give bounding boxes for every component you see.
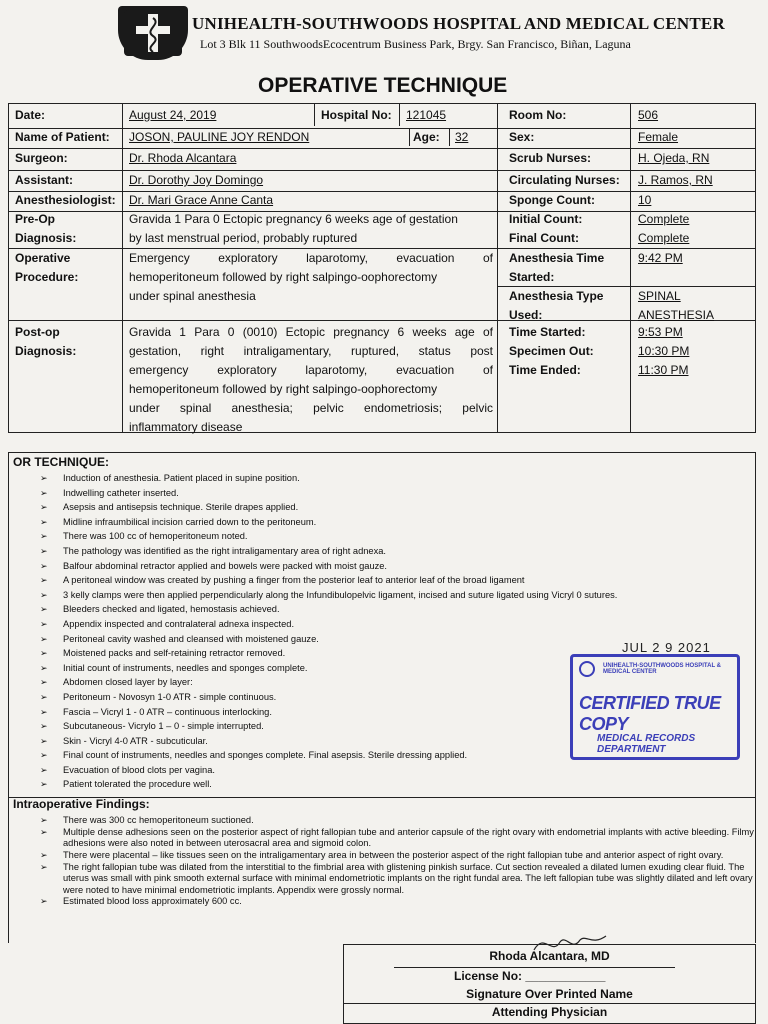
or-technique-heading: OR TECHNIQUE: [13, 455, 109, 469]
arrow-bullet-icon: ➢ [40, 896, 48, 907]
stamp-org: UNIHEALTH-SOUTHWOODS HOSPITAL & MEDICAL CENTER [603, 663, 721, 675]
sponge-count-label: Sponge Count: [509, 193, 595, 207]
technique-item: ➢ Final count of instruments, needles and sponges complete. Final asepsis. Sterile dressing applied. [40, 748, 740, 763]
room-label: Room No: [509, 108, 567, 122]
findings-item: ➢ Estimated blood loss approximately 600 cc. [40, 896, 242, 907]
specimen-out-label: Specimen Out: [509, 344, 594, 358]
initial-count-label: Initial Count: [509, 212, 583, 226]
seal-icon [579, 661, 595, 677]
circulating-nurses-label: Circulating Nurses: [509, 173, 620, 187]
surgeon-label: Surgeon: [15, 151, 68, 165]
hospital-name: UNIHEALTH-SOUTHWOODS HOSPITAL AND MEDICAL CENTER [192, 14, 725, 33]
technique-item: ➢ Evacuation of blood clots per vagina. [40, 763, 740, 778]
stamp-dept: MEDICAL RECORDS DEPARTMENT [597, 733, 696, 755]
surgeon-value: Dr. Rhoda Alcantara [129, 151, 237, 165]
technique-item: ➢ Balfour abdominal retractor applied and bowels were packed with moist gauze. [40, 559, 740, 574]
signatory-name: Rhoda Alcantara, MD [489, 949, 610, 963]
arrow-bullet-icon: ➢ [40, 531, 48, 542]
arrow-bullet-icon: ➢ [40, 589, 48, 600]
operative-procedure-label: Operative Procedure: [15, 251, 79, 284]
initial-count-value: Complete [638, 212, 690, 226]
room-value: 506 [638, 108, 659, 122]
signature-caption: Signature Over Printed Name [466, 987, 633, 1001]
anesthesiologist-label: Anesthesiologist: [15, 193, 116, 207]
anesthesia-type-value: SPINAL ANESTHESIA [638, 289, 715, 322]
findings-item: ➢ The right fallopian tube was dilated from the interstitial to the fimbrial area with glistening pinkish surface. Cut section revealed a dilated lumen exuding clear fluid. The uterus was small with pink smooth external surface with minimal endometriotic implants on the right fundal area. The left fallopian tube was slightly dilated and left ovary were noted to have minimal endometriotic implants. Appendix were grossly normal. [40, 861, 753, 895]
arrow-bullet-icon: ➢ [40, 750, 48, 761]
technique-item: ➢ Initial count of instruments, needles and sponges complete. [40, 661, 740, 676]
date-label: Date: [15, 108, 46, 122]
technique-item: ➢ Abdomen closed layer by layer: [40, 675, 740, 690]
findings-item: ➢ There were placental – like tissues seen on the intraligamentary area in between the posterior aspect of the right fallopian tube and anterior aspect of right ovary. [40, 850, 724, 860]
scrub-nurses-value: H. Ojeda, RN [638, 151, 710, 165]
technique-item: ➢ A peritoneal window was created by pushing a finger from the posterior leaf to anterior leaf of the broad ligament [40, 573, 740, 588]
time-started-label: Time Started: [509, 325, 586, 339]
assistant-value: Dr. Dorothy Joy Domingo [129, 173, 264, 187]
anesthesiologist-value: Dr. Mari Grace Anne Canta [129, 193, 274, 207]
technique-item: ➢ The pathology was identified as the right intraligamentary area of right adnexa. [40, 544, 740, 559]
arrow-bullet-icon: ➢ [40, 648, 48, 659]
technique-item: ➢ Appendix inspected and contralateral adnexa inspected. [40, 617, 740, 632]
document-title: OPERATIVE TECHNIQUE [258, 74, 508, 97]
anesthesia-time-value: 9:42 PM [638, 251, 683, 265]
technique-item: ➢ Asepsis and antisepsis technique. Sterile drapes applied. [40, 500, 740, 515]
findings-heading: Intraoperative Findings: [13, 797, 150, 811]
time-ended-value: 11:30 PM [638, 363, 689, 377]
arrow-bullet-icon: ➢ [40, 662, 48, 673]
hospital-no-label: Hospital No: [321, 108, 392, 122]
anesthesia-type-label: Anesthesia Type Used: [509, 289, 604, 322]
sex-label: Sex: [509, 130, 535, 144]
postop-label: Post-op Diagnosis: [15, 325, 77, 358]
signatory-role: Attending Physician [491, 1005, 608, 1019]
arrow-bullet-icon: ➢ [40, 677, 48, 688]
arrow-bullet-icon: ➢ [40, 735, 48, 746]
technique-item: ➢ There was 100 cc of hemoperitoneum noted. [40, 529, 740, 544]
technique-item: ➢ Bleeders checked and ligated, hemostasis achieved. [40, 602, 740, 617]
hospital-logo-icon [118, 6, 188, 60]
technique-item: ➢ Midline infraumbilical incision carried down to the peritoneum. [40, 515, 740, 530]
arrow-bullet-icon: ➢ [40, 473, 48, 483]
arrow-bullet-icon: ➢ [40, 764, 48, 775]
technique-item: ➢ Induction of anesthesia. Patient placed in supine position. [40, 471, 740, 486]
technique-item: ➢ Peritoneal cavity washed and cleansed with moistened gauze. [40, 632, 740, 647]
findings-list [40, 815, 754, 908]
operative-procedure: Emergency exploratory laparotomy, evacuation of hemoperitoneum followed by right salpingo-oophorectomy under spinal anesthesia [129, 251, 493, 303]
specimen-out-value: 10:30 PM [638, 344, 690, 358]
technique-item: ➢ Peritoneum - Novosyn 1-0 ATR - simple continuous. [40, 690, 740, 705]
findings-item: ➢ There was 300 cc hemoperitoneum suctioned. [40, 815, 254, 825]
case-details-table [8, 103, 756, 433]
technique-item: ➢ Indwelling catheter inserted. [40, 486, 740, 501]
findings-item: ➢ Multiple dense adhesions seen on the posterior aspect of right fallopian tube and anterior capsule of the right ovary with endometrial implants with active bleeding. Filmy adhesions were also noted in between uterosacral area and sigmoid colon. [40, 826, 754, 849]
age-label: Age: [413, 130, 440, 144]
scrub-nurses-label: Scrub Nurses: [509, 151, 592, 165]
arrow-bullet-icon: ➢ [40, 560, 48, 571]
arrow-bullet-icon: ➢ [40, 706, 48, 717]
circulating-nurses-value: J. Ramos, RN [638, 173, 713, 187]
time-ended-label: Time Ended: [509, 363, 581, 377]
arrow-bullet-icon: ➢ [40, 575, 48, 586]
arrow-bullet-icon: ➢ [40, 721, 48, 732]
patient-label: Name of Patient: [15, 130, 110, 144]
hospital-no-value: 121045 [406, 108, 447, 122]
age-value: 32 [455, 130, 469, 144]
technique-item: ➢ Fascia – Vicryl 1 - 0 ATR – continuous interlocking. [40, 705, 740, 720]
assistant-label: Assistant: [15, 173, 74, 187]
arrow-bullet-icon: ➢ [40, 487, 48, 498]
hospital-address: Lot 3 Blk 11 SouthwoodsEcocentrum Business Park, Brgy. San Francisco, Biñan, Laguna [200, 37, 631, 51]
final-count-label: Final Count: [509, 231, 579, 245]
technique-item: ➢ Moistened packs and self-retaining retractor removed. [40, 646, 740, 661]
arrow-bullet-icon: ➢ [40, 850, 48, 860]
arrow-bullet-icon: ➢ [40, 618, 48, 629]
postop-diagnosis: Gravida 1 Para 0 (0010) Ectopic pregnancy 6 weeks age of gestation, right intraligamentary, ruptured, status post emergency exploratory laparotomy, evacuation of hemoperitoneum followed by right salpingo-oophorectomy under spinal anesthesia; pelvic endometriosis; pelvic inflammatory disease [129, 325, 493, 434]
preop-label: Pre-Op Diagnosis: [15, 212, 77, 245]
patient-value: JOSON, PAULINE JOY RENDON [129, 130, 310, 144]
arrow-bullet-icon: ➢ [40, 633, 48, 644]
preop-diagnosis: Gravida 1 Para 0 Ectopic pregnancy 6 weeks age of gestation by last menstrual period, probably ruptured [129, 212, 458, 245]
date-value: August 24, 2019 [129, 108, 217, 122]
technique-item: ➢ Subcutaneous- Vicrylo 1 – 0 - simple interrupted. [40, 719, 740, 734]
technique-item: ➢ 3 kelly clamps were then applied perpendicularly along the Infundibulopelvic ligament, incised and suture ligated using Vicryl 0 sutures. [40, 588, 740, 603]
arrow-bullet-icon: ➢ [40, 861, 48, 872]
license-number: License No: ____________ [454, 969, 606, 983]
arrow-bullet-icon: ➢ [40, 502, 48, 513]
time-started-value: 9:53 PM [638, 325, 683, 339]
arrow-bullet-icon: ➢ [40, 691, 48, 702]
certified-true-copy-stamp [570, 654, 740, 760]
technique-item: ➢ Patient tolerated the procedure well. [40, 777, 740, 792]
arrow-bullet-icon: ➢ [40, 826, 48, 837]
anesthesia-time-label: Anesthesia Time Started: [509, 251, 605, 284]
arrow-bullet-icon: ➢ [40, 545, 48, 556]
signature-block [343, 944, 756, 1024]
stamp-date: JUL 2 9 2021 [622, 640, 711, 655]
arrow-bullet-icon: ➢ [40, 815, 48, 825]
sponge-count-value: 10 [638, 193, 652, 207]
sex-value: Female [638, 130, 679, 144]
arrow-bullet-icon: ➢ [40, 516, 48, 527]
technique-item: ➢ Skin - Vicryl 4-0 ATR - subcuticular. [40, 734, 740, 749]
stamp-text: CERTIFIED TRUE COPY [579, 693, 721, 734]
arrow-bullet-icon: ➢ [40, 604, 48, 615]
final-count-value: Complete [638, 231, 690, 245]
arrow-bullet-icon: ➢ [40, 779, 48, 790]
